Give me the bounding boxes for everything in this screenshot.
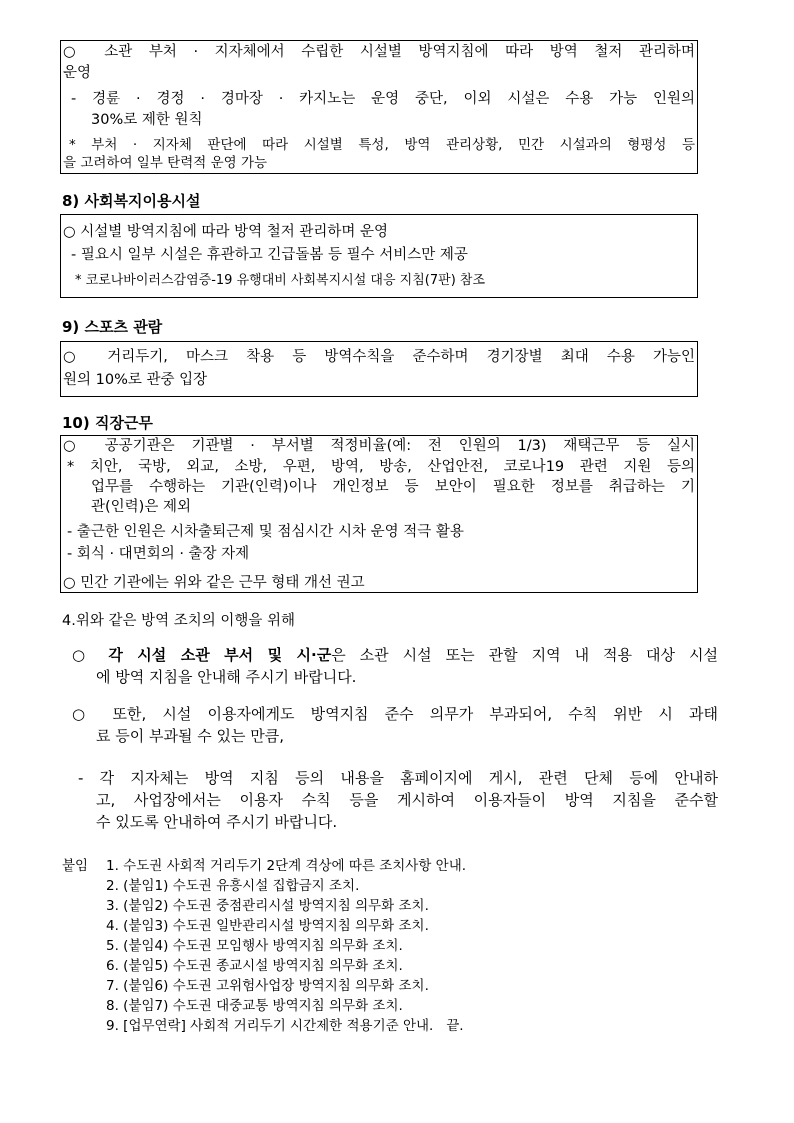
part-4-paragraph-1-line-2: 에 방역 지침을 안내해 주시기 바랍니다. (96, 668, 357, 686)
part-4-paragraph-1-line-1 (72, 644, 718, 666)
section-10-line-1: ○ 공공기관은 기관별 · 부서별 적정비율(예: 전 인원의 1/3) 재택근무 등 실시 (63, 438, 695, 454)
box1-line-2: 운영 (63, 65, 92, 81)
attachment-item-8: 8. (붙임7) 수도권 대중교통 방역지침 의무화 조치. (106, 998, 403, 1014)
box1-line-1: ○ 소관 부처 · 지자체에서 수립한 시설별 방역지침에 따라 방역 철저 관리하며 (63, 44, 695, 60)
part-4-title: 4.위와 같은 방역 조치의 이행을 위해 (62, 613, 295, 629)
section-9-line-2: 원의 10%로 관중 입장 (63, 372, 208, 388)
attachment-item-1: 1. 수도권 사회적 거리두기 2단계 격상에 따른 조치사항 안내. (106, 858, 467, 874)
section-9-line-1: ○ 거리두기, 마스크 착용 등 방역수칙을 준수하며 경기장별 최대 수용 가능인 (63, 349, 695, 365)
section-10-line-5: - 출근한 인원은 시차출퇴근제 및 점심시간 시차 운영 적극 활용 (67, 524, 464, 540)
attachment-item-9 (106, 1016, 464, 1036)
part-4-paragraph-3-line-3: 수 있도록 안내하여 주시기 바랍니다. (96, 813, 338, 831)
section-10-title: 10) 직장근무 (62, 414, 153, 432)
part-4-paragraph-3-line-1: - 각 지자체는 방역 지침 등의 내용을 홈페이지에 게시, 관련 단체 등에 안내하 (78, 769, 718, 787)
box-section-9 (60, 341, 698, 397)
section-10-line-3: 업무를 수행하는 기관(인력)이나 개인정보 등 보안이 필요한 정보를 취급하는 기 (91, 479, 695, 495)
box-facility-guidelines (60, 40, 698, 174)
part-4-paragraph-3-line-2: 고, 사업장에서는 이용자 수칙 등을 게시하여 이용자들이 방역 지침을 준수할 (96, 791, 718, 809)
end-mark: 끝. (446, 1018, 464, 1034)
section-10-line-6: - 회식 · 대면회의 · 출장 자제 (67, 546, 250, 562)
box-section-8 (60, 214, 698, 298)
box-section-10 (60, 435, 698, 593)
attachment-item-5: 5. (붙임4) 수도권 모임행사 방역지침 의무화 조치. (106, 938, 403, 954)
attachment-item-7: 7. (붙임6) 수도권 고위험사업장 방역지침 의무화 조치. (106, 978, 429, 994)
responsible-departments: 각 시설 소관 부서 및 시·군 (108, 646, 332, 664)
attachment-item-2: 2. (붙임1) 수도권 유흥시설 집합금지 조치. (106, 878, 360, 894)
section-8-line-2: - 필요시 일부 시설은 휴관하고 긴급돌봄 등 필수 서비스만 제공 (71, 247, 468, 263)
section-8-line-1: ○ 시설별 방역지침에 따라 방역 철저 관리하며 운영 (63, 224, 389, 240)
bullet-circle: ○ (72, 646, 95, 664)
box1-line-3: - 경륜 · 경정 · 경마장 · 카지노는 운영 중단, 이외 시설은 수용 가능 인원의 (71, 91, 695, 107)
box1-line-4: 30%로 제한 원칙 (91, 112, 203, 128)
attachment-item-3: 3. (붙임2) 수도권 중점관리시설 방역지침 의무화 조치. (106, 898, 429, 914)
part-4-paragraph-2-line-2: 료 등이 부과될 수 있는 만큼, (96, 727, 284, 745)
box1-line-5: * 부처 · 지자체 판단에 따라 시설별 특성, 방역 관리상황, 민간 시설과의 형평성 등 (69, 137, 695, 153)
part-4-paragraph-2-line-1: ○ 또한, 시설 이용자에게도 방역지침 준수 의무가 부과되어, 수칙 위반 시 과태 (72, 705, 718, 723)
attachment-item-9-text: 9. [업무연락] 사회적 거리두기 시간제한 적용기준 안내. (106, 1018, 434, 1034)
section-9-title: 9) 스포츠 관람 (62, 318, 163, 336)
section-10-line-4: 관(인력)은 제외 (91, 499, 191, 515)
section-10-line-7: ○ 민간 기관에는 위와 같은 근무 형태 개선 권고 (63, 575, 365, 591)
section-10-line-2: * 치안, 국방, 외교, 소방, 우편, 방역, 방송, 산업안전, 코로나19 관련 지원 등의 (67, 459, 695, 475)
section-8-line-3: * 코로나바이러스감염증-19 유행대비 사회복지시설 대응 지침(7판) 참조 (75, 273, 486, 288)
box1-line-6: 을 고려하여 일부 탄력적 운영 가능 (63, 155, 268, 171)
section-8-title: 8) 사회복지이용시설 (62, 192, 201, 210)
attachment-item-4: 4. (붙임3) 수도권 일반관리시설 방역지침 의무화 조치. (106, 918, 429, 934)
attachments-label: 붙임 (62, 858, 89, 874)
paragraph-1-rest: 은 소관 시설 또는 관할 지역 내 적용 대상 시설 (331, 646, 718, 664)
attachment-item-6: 6. (붙임5) 수도권 종교시설 방역지침 의무화 조치. (106, 958, 403, 974)
